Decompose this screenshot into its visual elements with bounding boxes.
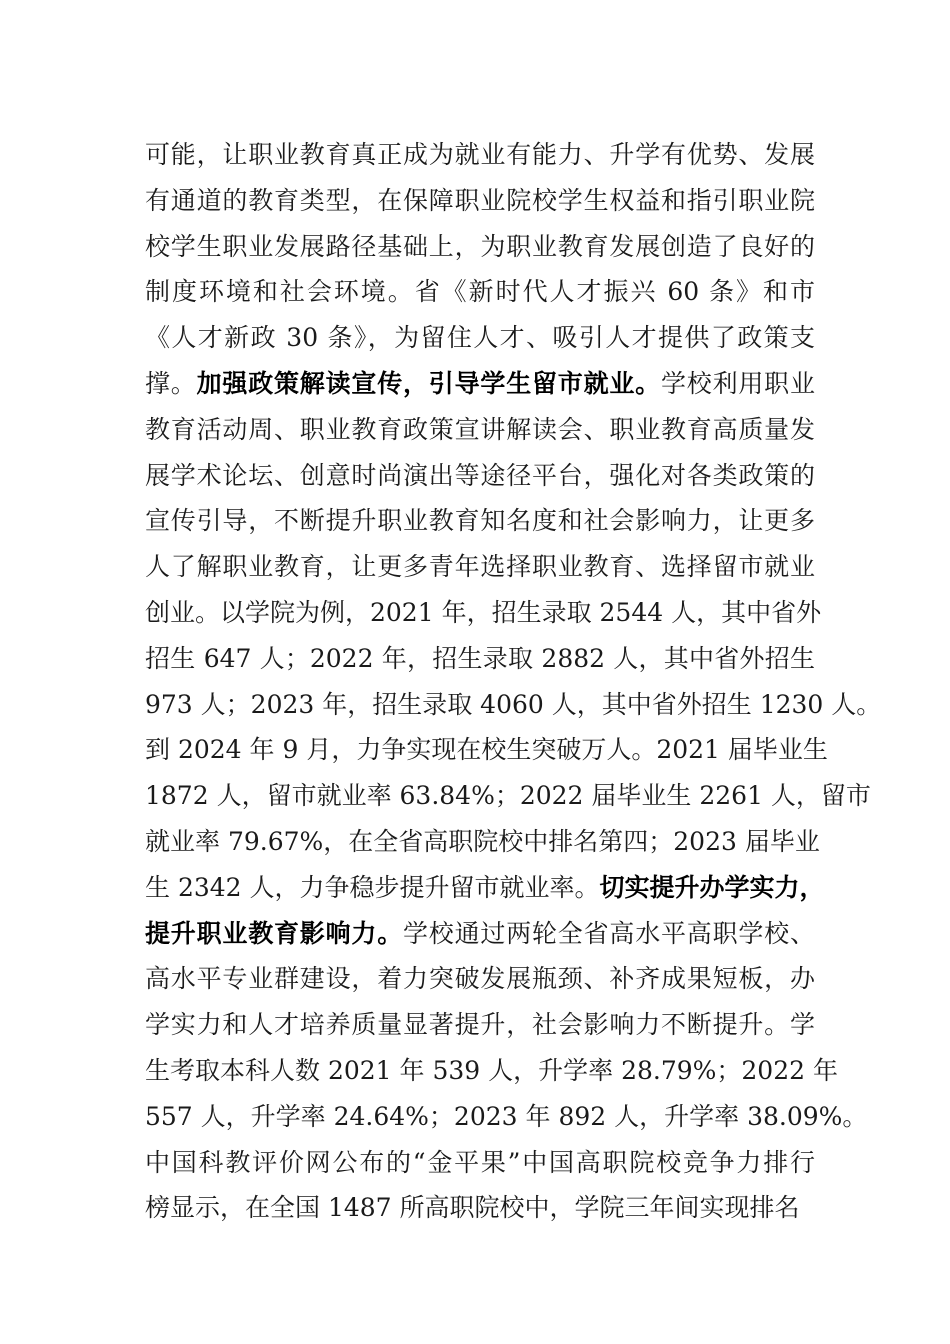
text-line: [145, 269, 815, 315]
body-text: 招生 647 人；2022 年，招生录取 2882 人，其中省外招生: [145, 643, 815, 673]
text-line: [145, 773, 871, 819]
text-line: [145, 636, 815, 682]
body-text: 《人才新政 30 条》，为留住人才、吸引人才提供了政策支: [145, 323, 815, 353]
body-text: 宣传引导，不断提升职业教育知名度和社会影响力，让更多: [145, 506, 815, 536]
body-text: 撑。: [145, 368, 197, 398]
text-line: [145, 865, 825, 911]
body-text: 有通道的教育类型，在保障职业院校学生权益和指引职业院: [145, 185, 815, 215]
text-line: [145, 819, 820, 865]
body-text: 557 人，升学率 24.64%；2023 年 892 人，升学率 38.09%。: [145, 1101, 868, 1131]
bold-heading-text: 提升职业教育影响力。: [145, 918, 403, 948]
text-line: [145, 407, 815, 453]
body-text: 制度环境和社会环境。省《新时代人才振兴 60 条》和市: [145, 277, 815, 307]
body-text: 学校利用职业: [660, 368, 815, 398]
bold-heading-text: 加强政策解读宣传，引导学生留市就业。: [196, 368, 661, 398]
body-text: 创业。以学院为例，2021 年，招生录取 2544 人，其中省外: [145, 597, 822, 627]
text-line: [145, 590, 822, 636]
body-text: 973 人；2023 年，招生录取 4060 人，其中省外招生 1230 人。: [145, 689, 882, 719]
text-line: [145, 1140, 815, 1186]
body-text: 高水平专业群建设，着力突破发展瓶颈、补齐成果短板，办: [145, 964, 815, 994]
body-text: 人了解职业教育，让更多青年选择职业教育、选择留市就业: [145, 552, 815, 582]
body-text: 到 2024 年 9 月，力争实现在校生突破万人。2021 届毕业生: [145, 735, 828, 765]
text-line: [145, 1094, 868, 1140]
text-line: [145, 315, 815, 361]
text-line: [145, 498, 815, 544]
text-line: [145, 178, 815, 224]
text-line: [145, 727, 828, 773]
text-line: [145, 956, 815, 1002]
body-text: 可能，让职业教育真正成为就业有能力、升学有优势、发展: [145, 140, 815, 169]
text-line: [145, 453, 815, 499]
text-line: [145, 132, 815, 178]
text-line: [145, 544, 815, 590]
text-line: [145, 911, 815, 957]
text-line: [145, 1185, 815, 1231]
text-line: [145, 1048, 838, 1094]
text-line: [145, 361, 815, 407]
body-text: 教育活动周、职业教育政策宣讲解读会、职业教育高质量发: [145, 414, 815, 444]
body-text: 展学术论坛、创意时尚演出等途径平台，强化对各类政策的: [145, 460, 815, 490]
bold-heading-text: 切实提升办学实力，: [599, 872, 825, 902]
body-text: 学实力和人才培养质量显著提升，社会影响力不断提升。学: [145, 1010, 815, 1040]
text-line: [145, 1002, 815, 1048]
text-line: [145, 224, 815, 270]
body-paragraph: [145, 132, 882, 1231]
body-text: 就业率 79.67%，在全省高职院校中排名第四；2023 届毕业: [145, 826, 820, 856]
body-text: 生 2342 人，力争稳步提升留市就业率。: [145, 872, 600, 902]
body-text: 学校通过两轮全省高水平高职学校、: [403, 918, 815, 948]
body-text: 校学生职业发展路径基础上，为职业教育发展创造了良好的: [145, 231, 815, 261]
body-text: 中国科教评价网公布的“金平果”中国高职院校竞争力排行: [145, 1147, 815, 1177]
text-line: [145, 682, 882, 728]
body-text: 榜显示，在全国 1487 所高职院校中，学院三年间实现排名: [145, 1193, 800, 1223]
body-text: 生考取本科人数 2021 年 539 人，升学率 28.79%；2022 年: [145, 1055, 838, 1085]
body-text: 1872 人，留市就业率 63.84%；2022 届毕业生 2261 人，留市: [145, 781, 871, 811]
